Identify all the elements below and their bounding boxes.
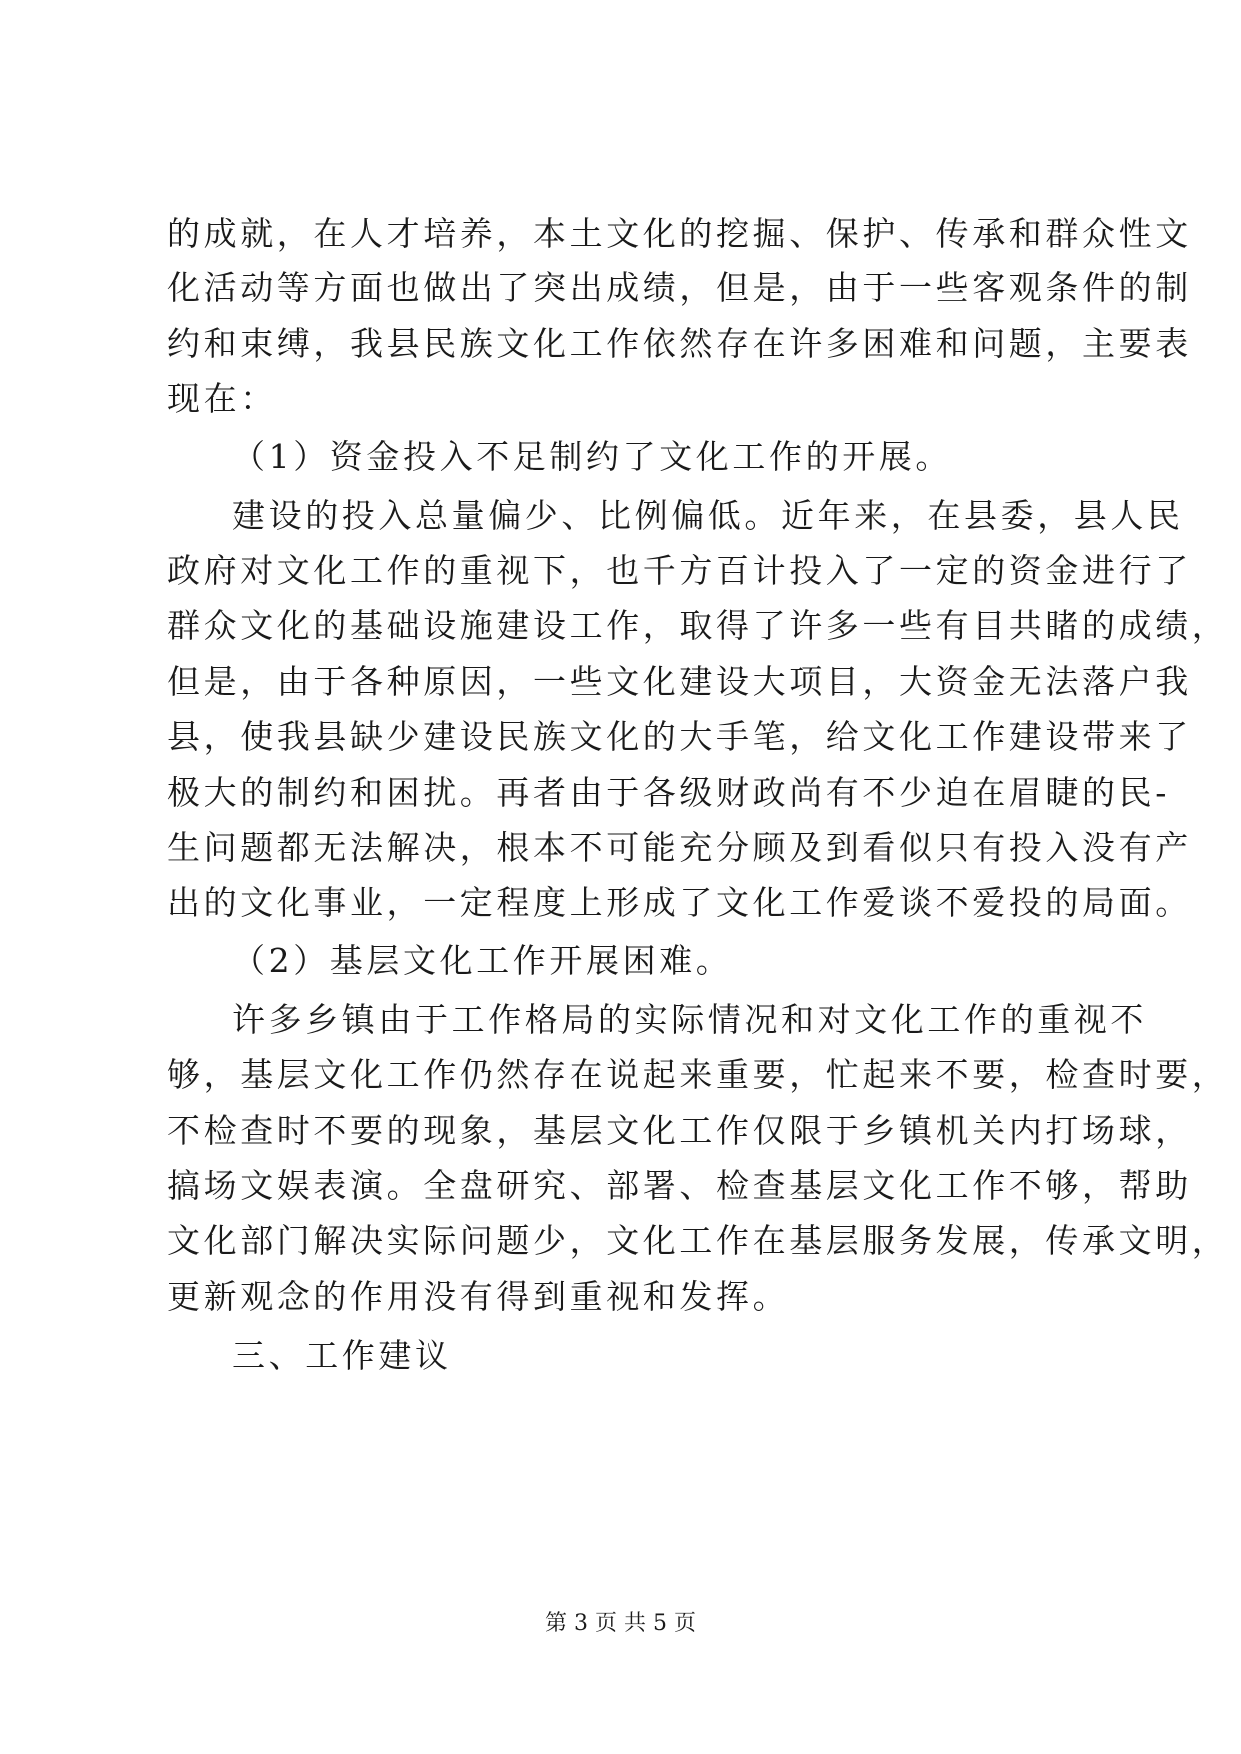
paragraph-line: 更新观念的作用没有得到重视和发挥。 [167,1277,790,1316]
paragraph-line: 搞场文娱表演。全盘研究、部署、检查基层文化工作不够，帮助 [167,1166,1192,1205]
paragraph-line: 极大的制约和困扰。再者由于各级财政尚有不少迫在眉睫的民- [167,773,1170,812]
paragraph-line: 县，使我县缺少建设民族文化的大手笔，给文化工作建设带来了 [167,717,1192,756]
paragraph-line: 群众文化的基础设施建设工作，取得了许多一些有目共睹的成绩， [167,606,1229,645]
paragraph-line: 不检查时不要的现象，基层文化工作仅限于乡镇机关内打场球， [167,1111,1192,1150]
paragraph-line: 现在： [167,379,277,418]
paragraph-line: 政府对文化工作的重视下，也千方百计投入了一定的资金进行了 [167,551,1192,590]
paragraph-line: 出的文化事业，一定程度上形成了文化工作爱谈不爱投的局面。 [167,883,1192,922]
section-heading-2: （2）基层文化工作开展困难。 [232,941,733,980]
section-heading-3: 三、工作建议 [232,1336,452,1375]
paragraph-line: 建设的投入总量偏少、比例偏低。近年来，在县委，县人民 [232,496,1184,535]
paragraph-line: 许多乡镇由于工作格局的实际情况和对文化工作的重视不 [232,1000,1147,1039]
page-number-footer: 第 3 页 共 5 页 [545,1611,696,1636]
paragraph-line: 化活动等方面也做出了突出成绩，但是，由于一些客观条件的制 [167,268,1192,307]
paragraph-line: 够，基层文化工作仍然存在说起来重要，忙起来不要，检查时要， [167,1055,1229,1094]
section-heading-1: （1）资金投入不足制约了文化工作的开展。 [232,437,952,476]
paragraph-line: 生问题都无法解决，根本不可能充分顾及到看似只有投入没有产 [167,828,1192,867]
paragraph-line: 的成就，在人才培养，本土文化的挖掘、保护、传承和群众性文 [167,214,1192,253]
paragraph-line: 文化部门解决实际问题少，文化工作在基层服务发展，传承文明， [167,1221,1229,1260]
paragraph-line: 但是，由于各种原因，一些文化建设大项目，大资金无法落户我 [167,662,1192,701]
paragraph-line: 约和束缚，我县民族文化工作依然存在许多困难和问题，主要表 [167,324,1192,363]
